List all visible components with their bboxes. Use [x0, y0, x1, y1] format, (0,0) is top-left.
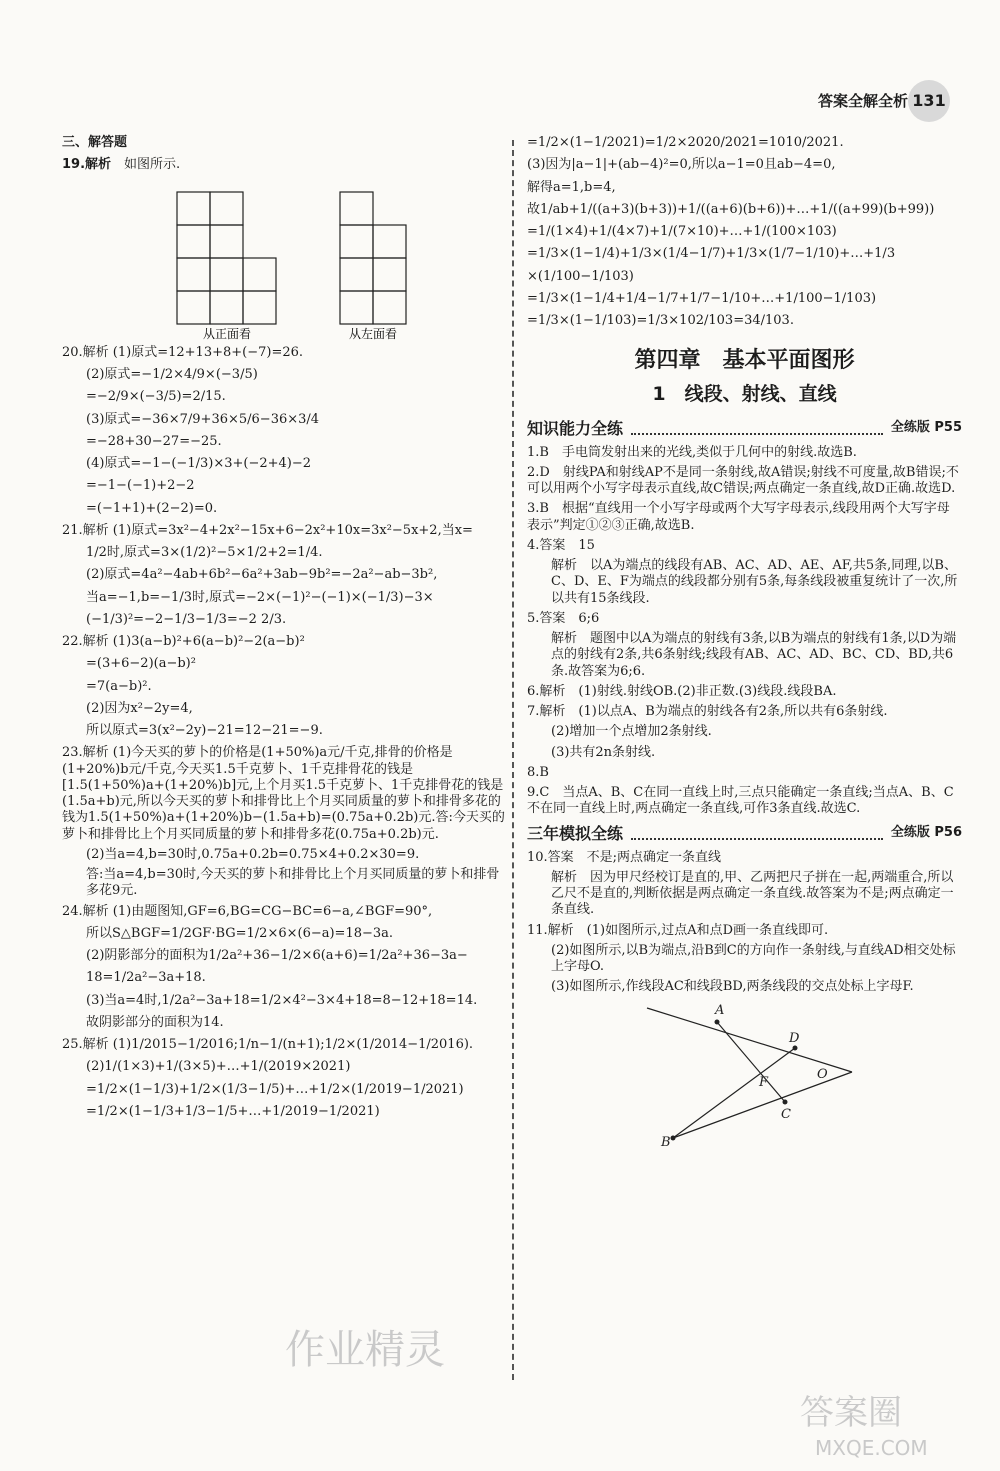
q22-line: 所以原式=3(x²−2y)−21=12−21=−9.: [86, 723, 323, 738]
q24-line: 24.解析 (1)由题图知,GF=6,BG=CG−BC=6−a,∠BGF=90°,: [62, 903, 433, 919]
answer-item: 8.B: [527, 764, 549, 780]
q21-line: 21.解析 (1)原式=3x²−4+2x²−15x+6−2x²+10x=3x²−5x+2,当x=: [62, 522, 473, 538]
q23-line: 23.解析 (1)今天买的萝卜的价格是(1+50%)a元/千克,排骨的价格是(1+20%)b元/千克,今天买1.5千克萝卜、1千克排骨花的钱是[1.5(1+50%)a+(1+20%)b]元,上个月买1.5千克萝卜、1千克排骨花的钱是(1.5a+b)元,所以今天买的萝卜和排骨比上个月买同质量的萝卜和排骨多花的钱为1.5(1+50%)a+(1+20%)b−(1.5a+b)=(0.75a+0.2b)元.答:今天买的萝卜和排骨比上个月买同质量的萝卜和排骨多花(0.75a+0.2b)元.: [62, 745, 505, 842]
q23-line: 答:当a=4,b=30时,今天买的萝卜和排骨比上个月买同质量的萝卜和排骨多花9元.: [86, 867, 500, 899]
chapter-title: 第四章 基本平面图形: [634, 348, 855, 374]
answer-item: (3)共有2n条射线.: [551, 744, 656, 760]
label-f: F: [759, 1074, 769, 1090]
cont-line: =1/(1×4)+1/(4×7)+1/(7×10)+…+1/(100×103): [527, 224, 837, 239]
cont-line: ×(1/100−1/103): [527, 268, 634, 284]
label-d: D: [789, 1030, 800, 1046]
watermark-text: 作业精灵: [285, 1327, 445, 1373]
watermark-url: MXQE.COM: [815, 1436, 928, 1460]
q21-line: 1/2时,原式=3×(1/2)²−5×1/2+2=1/4.: [86, 545, 323, 560]
cont-line: =1/3×(1−1/4+1/4−1/7+1/7−1/10+…+1/100−1/103): [527, 290, 877, 306]
q25-line: 25.解析 (1)1/2015−1/2016;1/n−1/(n+1);1/2×(1/2014−1/2016).: [62, 1037, 474, 1052]
section-bar-version: 全练版 P56: [890, 825, 962, 841]
point-a: [715, 1019, 720, 1024]
q20-line: =−1−(−1)+2−2: [86, 478, 195, 494]
section-bar-three-year: [527, 824, 962, 844]
q24-line: (3)当a=4时,1/2a²−3a+18=1/2×4²−3×4+18=8−12+18=14.: [86, 992, 478, 1008]
q22-solution: [62, 634, 507, 739]
answer-item: 10.答案 不是;两点确定一条直线: [527, 849, 722, 865]
dotted-rule: [631, 828, 883, 840]
q11-geometry-figure: [527, 1000, 962, 1150]
label-a: A: [715, 1002, 725, 1018]
label-c: C: [781, 1106, 791, 1122]
answer-item: 7.解析 (1)以点A、B为端点的射线各有2条,所以共有6条射线.: [527, 704, 888, 719]
q25-line: =1/2×(1−1/3)+1/2×(1/3−1/5)+…+1/2×(1/2019−1/2021): [86, 1081, 464, 1097]
answer-item: 1.B 手电筒发射出来的光线,类似于几何中的射线.故选B.: [527, 444, 857, 460]
left-column: [62, 135, 507, 1126]
segment-ac: [717, 1022, 785, 1102]
section-bar-knowledge: [527, 419, 962, 439]
section-title: 1 线段、射线、直线: [652, 382, 837, 405]
answer-item: 解析 以A为端点的线段有AB、AC、AD、AE、AF,共5条,同理,以B、C、D、E、F为端点的线段都分别有5条,每条线段被重复统计了一次,所以共有15条线段.: [551, 558, 958, 606]
cont-line: =1/2×(1−1/2021)=1/2×2020/2021=1010/2021.: [527, 135, 844, 150]
q25-continued: [527, 135, 962, 329]
page-number: 131: [908, 80, 950, 122]
answer-item: 解析 因为甲尺经校订是直的,甲、乙两把尺子拼在一起,两端重合,所以乙尺不是直的,判断依据是两点确定一条直线.故答案为不是;两点确定一条直线.: [551, 869, 954, 918]
answer-item: 6.解析 (1)射线.射线OB.(2)非正数.(3)线段.线段BA.: [527, 683, 837, 699]
q19-views-figure: [62, 180, 507, 340]
q22-line: =7(a−b)².: [86, 678, 152, 694]
label-b: B: [661, 1134, 671, 1150]
section-bar-title: 三年模拟全练: [527, 823, 624, 843]
page-header-title: 答案全解全析: [817, 92, 908, 110]
q21-solution: [62, 523, 507, 628]
cont-line: =1/3×(1−1/103)=1/3×102/103=34/103.: [527, 313, 794, 328]
q20-line: (3)原式=−36×7/9+36×5/6−36×3/4: [86, 411, 320, 427]
q20-line: 20.解析 (1)原式=12+13+8+(−7)=26.: [62, 344, 304, 360]
left-view: [340, 192, 406, 324]
answer-item: 5.答案 6;6: [527, 610, 600, 626]
q24-line: 18=1/2a²−3a+18.: [86, 970, 206, 986]
cont-line: 解得a=1,b=4,: [527, 179, 616, 195]
answer-item: (3)如图所示,作线段AC和线段BD,两条线段的交点处标上字母F.: [551, 979, 914, 995]
left-view-label: 从左面看: [348, 326, 398, 340]
column-divider: [512, 140, 514, 1380]
q20-line: (2)原式=−1/2×4/9×(−3/5): [86, 367, 258, 382]
answer-item: (2)增加一个点增加2条射线.: [551, 724, 712, 740]
q20-line: =(−1+1)+(2−2)=0.: [86, 500, 218, 516]
answer-item: 4.答案 15: [527, 537, 595, 553]
point-b: [671, 1135, 676, 1140]
answer-item: 2.D 射线PA和射线AP不是同一条射线,故A错误;射线不可度量,故B错误;不可以用两个小写字母表示直线,故C错误;两点确定一条直线,故D正确.故选D.: [527, 464, 959, 496]
answer-item: 9.C 当点A、B、C在同一直线上时,三点只能确定一条直线;当点A、B、C不在同一直线上时,两点确定一条直线,可作3条直线.故选C.: [527, 785, 954, 817]
q21-line: (−1/3)²=−2−1/3−1/3=−2 2/3.: [86, 611, 287, 627]
q24-line: (2)阴影部分的面积为1/2a²+36−1/2×6(a+6)=1/2a²+36−3a−: [86, 948, 468, 963]
q24-solution: [62, 904, 507, 1032]
q23-line: (2)当a=4,b=30时,0.75a+0.2b=0.75×4+0.2×30=9.: [86, 846, 420, 862]
q24-line: 所以S△BGF=1/2GF·BG=1/2×6×(6−a)=18−3a.: [86, 925, 394, 941]
cont-line: =1/3×(1−1/4)+1/3×(1/4−1/7)+1/3×(1/7−1/10)+…+1/3: [527, 246, 896, 262]
q22-line: =(3+6−2)(a−b)²: [86, 656, 196, 672]
answer-item: 11.解析 (1)如图所示,过点A和点D画一条直线即可.: [527, 922, 829, 938]
section-heading: 三、解答题: [62, 135, 128, 150]
q24-line: 故阴影部分的面积为14.: [86, 1014, 224, 1030]
q20-line: (4)原式=−1−(−1/3)×3+(−2+4)−2: [86, 456, 312, 471]
three-year-answers: [527, 850, 962, 996]
q20-line: =−28+30−27=−25.: [86, 433, 222, 449]
q21-line: (2)原式=4a²−4ab+6b²−6a²+3ab−9b²=−2a²−ab−3b²,: [86, 567, 438, 583]
line-ad: [647, 1008, 852, 1072]
q21-line: 当a=−1,b=−1/3时,原式=−2×(−1)²−(−1)×(−1/3)−3×: [86, 589, 434, 605]
q20-line: =−2/9×(−3/5)=2/15.: [86, 389, 226, 405]
q22-line: 22.解析 (1)3(a−b)²+6(a−b)²−2(a−b)²: [62, 634, 305, 649]
q19-num: 19.解析: [62, 157, 112, 173]
right-column: [527, 135, 962, 1155]
q25-line: =1/2×(1−1/3+1/3−1/5+…+1/2019−1/2021): [86, 1103, 380, 1119]
watermark-logo: 答案圈: [800, 1393, 902, 1433]
front-view-label: 从正面看: [202, 326, 252, 340]
q25-line: (2)1/(1×3)+1/(3×5)+…+1/(2019×2021): [86, 1059, 351, 1075]
point-c: [783, 1099, 788, 1104]
dotted-rule: [631, 423, 883, 435]
answer-item: (2)如图所示,以B为端点,沿B到C的方向作一条射线,与直线AD相交处标上字母O.: [551, 942, 956, 974]
cont-line: 故1/ab+1/((a+3)(b+3))+1/((a+6)(b+6))+…+1/((a+99)(b+99)): [527, 201, 935, 217]
cont-line: (3)因为|a−1|+(ab−4)²=0,所以a−1=0且ab−4=0,: [527, 157, 836, 173]
q23-solution: [62, 745, 507, 899]
q19-text: 如图所示.: [124, 157, 181, 173]
q25-solution: [62, 1037, 507, 1120]
answer-item: 3.B 根据“直线用一个小写字母或两个大写字母表示,线段用两个大写字母表示”判定①②③正确,故选B.: [527, 501, 950, 533]
point-d: [793, 1045, 798, 1050]
section-bar-title: 知识能力全练: [527, 418, 624, 438]
answer-item: 解析 题图中以A为端点的射线有3条,以B为端点的射线有1条,以D为端点的射线有2条,共6条射线;线段有AB、AC、AD、BC、CD、BD,共6条.故答案为6;6.: [551, 631, 957, 679]
q20-solution: [62, 345, 507, 517]
knowledge-answers: [527, 445, 962, 818]
section-bar-version: 全练版 P55: [890, 420, 962, 436]
label-o: O: [817, 1066, 828, 1082]
q22-line: (2)因为x²−2y=4,: [86, 700, 193, 716]
front-view: [177, 192, 276, 324]
